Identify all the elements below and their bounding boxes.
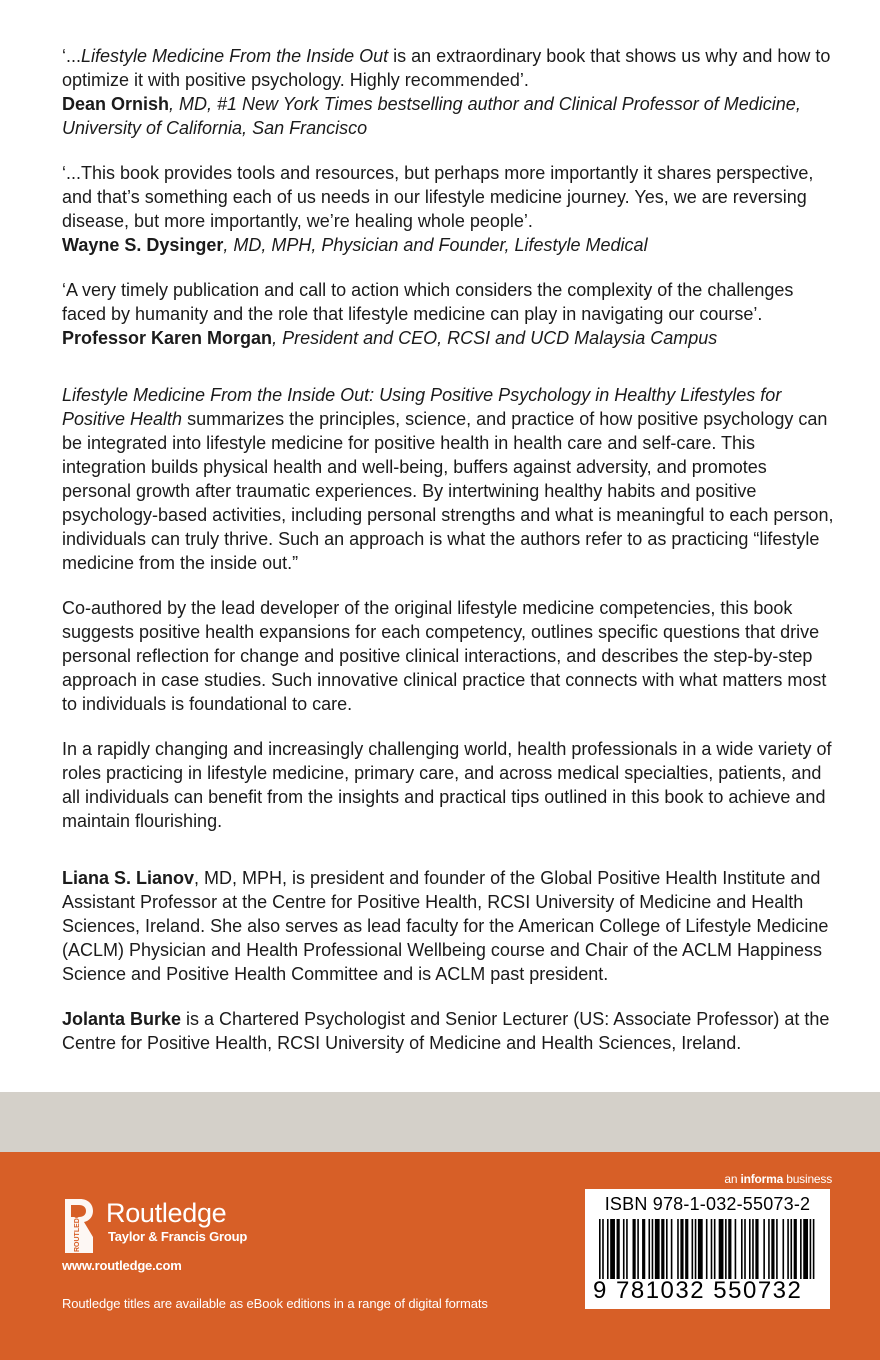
author-bio: Liana S. Lianov, MD, MPH, is president and founder of the Global Positive Health Institute and Assistant Professor at the Centre for Positive Health, RCSI University of Medicine and Health Sciences, Ireland. She also serves as lead faculty for the American College of Lifestyle Medicine (ACLM) Physician and Health Professional Wellbeing course and Chair of the ACLM Happiness Science and Positive Health Committee and is ACLM past president.	[62, 868, 829, 984]
description-paragraph: Lifestyle Medicine From the Inside Out: Using Positive Psychology in Healthy Lifestyles for Positive Health summarizes the principles, science, and practice of how positive psychology can be integrated into lifestyle medicine for positive health in health care and self-care. This integration builds physical health and well-being, buffers against adversity, and promotes personal growth after traumatic experiences. By intertwining healthy habits and positive psychology-based activities, including personal strengths and what is meaningful to each person, individuals can truly thrive. Such an approach is what the authors refer to as practicing “lifestyle medicine from the inside out.”	[62, 385, 834, 573]
barcode-digits: 9 781032 550732	[593, 1277, 803, 1304]
endorsement	[62, 278, 837, 350]
publisher-footer	[0, 1152, 880, 1360]
informa-tagline: an informa business	[724, 1172, 832, 1186]
routledge-logo-icon	[62, 1197, 96, 1255]
publisher-logo	[62, 1197, 262, 1257]
publisher-website[interactable]: www.routledge.com	[62, 1258, 182, 1273]
endorsement-quote: ‘...This book provides tools and resources, but perhaps more importantly it shares perspective, and that’s something each of us needs in our lifestyle medicine journey. Yes, we are reversing disease, but more importantly, we’re healing whole people’.	[62, 163, 814, 231]
back-cover-text	[62, 44, 837, 1076]
endorsement-attribution: Wayne S. Dysinger, MD, MPH, Physician and Founder, Lifestyle Medical	[62, 235, 648, 255]
endorsement-quote: ‘...Lifestyle Medicine From the Inside Out is an extraordinary book that shows us why and how to optimize it with positive psychology. Highly recommended’.	[62, 46, 831, 90]
publisher-group: Taylor & Francis Group	[108, 1229, 248, 1244]
author-name: Jolanta Burke	[62, 1009, 182, 1029]
endorsement-attribution: Dean Ornish, MD, #1 New York Times bestselling author and Clinical Professor of Medicine, University of California, San Francisco	[62, 94, 801, 138]
gray-divider-band	[0, 1092, 880, 1152]
book-description	[62, 383, 837, 833]
description-paragraph: In a rapidly changing and increasingly challenging world, health professionals in a wide variety of roles practicing in lifestyle medicine, primary care, and across medical specialties, patients, and all individuals can benefit from the insights and practical tips outlined in this book to achieve and maintain flourishing.	[62, 739, 832, 831]
endorsement-attribution: Professor Karen Morgan, President and CEO, RCSI and UCD Malaysia Campus	[62, 328, 718, 348]
endorsement	[62, 44, 837, 140]
author-name: Liana S. Lianov	[62, 868, 195, 888]
author-bio: Jolanta Burke is a Chartered Psychologist and Senior Lecturer (US: Associate Professor) at the Centre for Positive Health, RCSI University of Medicine and Health Sciences, Ireland.	[62, 1009, 830, 1053]
description-paragraph: Co-authored by the lead developer of the original lifestyle medicine competencies, this book suggests positive health expansions for each competency, outlines specific questions that drive personal reflection for change and positive clinical interactions, and describes the step-by-step approach in case studies. Such innovative clinical practice that connects with what matters most to individuals is foundational to care.	[62, 598, 827, 714]
book-title: Lifestyle Medicine From the Inside Out: Using Positive Psychology in Healthy Lifestyles for Positive Health	[62, 385, 782, 429]
endorser-name: Professor Karen Morgan	[62, 328, 273, 348]
author-bios	[62, 866, 837, 1055]
endorsement-quote: ‘A very timely publication and call to action which considers the complexity of the challenges faced by humanity and the role that lifestyle medicine can play in navigating our course’.	[62, 280, 794, 324]
endorser-name: Wayne S. Dysinger	[62, 235, 224, 255]
ebook-note: Routledge titles are available as eBook editions in a range of digital formats	[62, 1296, 488, 1311]
endorsement	[62, 161, 837, 257]
publisher-name: Routledge	[106, 1198, 227, 1228]
svg-text:ROUTLEDGE: ROUTLEDGE	[74, 1208, 81, 1252]
barcode-icon	[599, 1219, 816, 1279]
isbn-number: ISBN 978-1-032-55073-2	[604, 1194, 811, 1214]
isbn-barcode	[585, 1189, 830, 1309]
endorser-name: Dean Ornish	[62, 94, 170, 114]
